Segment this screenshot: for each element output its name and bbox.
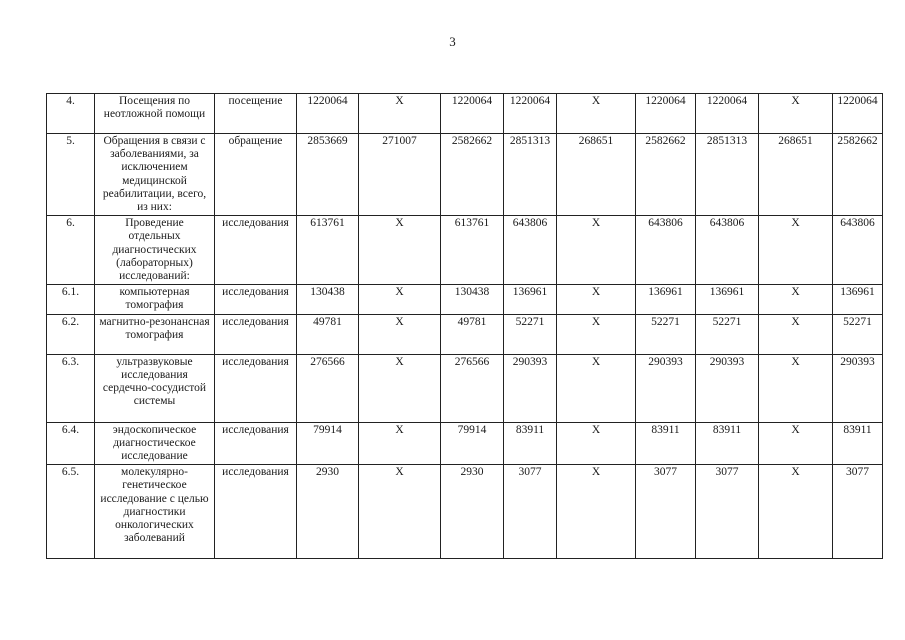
value-cell: Х [759, 314, 833, 354]
value-cell: Х [557, 94, 636, 134]
value-cell: Х [759, 422, 833, 465]
table-row [47, 94, 883, 134]
value-cell: 2851313 [504, 134, 557, 216]
row-name: молекулярно-генетическое исследование с целью диагностики онкологических заболеваний [95, 465, 215, 559]
row-number: 6.2. [47, 314, 95, 354]
value-cell: 1220064 [636, 94, 696, 134]
value-cell: 136961 [504, 285, 557, 314]
page-number: 3 [449, 34, 456, 49]
value-cell: 3077 [833, 465, 883, 559]
value-cell: Х [759, 285, 833, 314]
value-cell: 268651 [557, 134, 636, 216]
row-unit: исследования [215, 285, 297, 314]
row-name: ультразвуковые исследования сердечно-сосудистой системы [95, 354, 215, 422]
table-row [47, 465, 883, 559]
value-cell: 1220064 [504, 94, 557, 134]
value-cell: 613761 [297, 216, 359, 285]
value-cell: Х [359, 216, 441, 285]
value-cell: Х [359, 94, 441, 134]
value-cell: 613761 [441, 216, 504, 285]
value-cell: 136961 [636, 285, 696, 314]
value-cell: 1220064 [441, 94, 504, 134]
row-name: компьютерная томография [95, 285, 215, 314]
value-cell: 3077 [636, 465, 696, 559]
value-cell: 2853669 [297, 134, 359, 216]
value-cell: 643806 [504, 216, 557, 285]
table-row [47, 422, 883, 465]
value-cell: 79914 [441, 422, 504, 465]
row-number: 4. [47, 94, 95, 134]
value-cell: 49781 [297, 314, 359, 354]
row-number: 6. [47, 216, 95, 285]
value-cell: 52271 [696, 314, 759, 354]
value-cell: 290393 [696, 354, 759, 422]
table-row [47, 216, 883, 285]
value-cell: Х [557, 314, 636, 354]
value-cell: Х [557, 354, 636, 422]
value-cell: 276566 [297, 354, 359, 422]
row-unit: обращение [215, 134, 297, 216]
value-cell: 136961 [696, 285, 759, 314]
row-number: 6.3. [47, 354, 95, 422]
value-cell: 1220064 [833, 94, 883, 134]
value-cell: 2851313 [696, 134, 759, 216]
value-cell: Х [557, 285, 636, 314]
row-unit: посещение [215, 94, 297, 134]
value-cell: 79914 [297, 422, 359, 465]
value-cell: 136961 [833, 285, 883, 314]
value-cell: 1220064 [696, 94, 759, 134]
value-cell: 643806 [636, 216, 696, 285]
value-cell: Х [359, 465, 441, 559]
value-cell: Х [557, 465, 636, 559]
row-name: Посещения по неотложной помощи [95, 94, 215, 134]
value-cell: 643806 [833, 216, 883, 285]
value-cell: Х [557, 216, 636, 285]
row-name: Проведение отдельных диагностических (лабораторных) исследований: [95, 216, 215, 285]
value-cell: 83911 [636, 422, 696, 465]
value-cell: 268651 [759, 134, 833, 216]
row-name: Обращения в связи с заболеваниями, за исключением медицинской реабилитации, всего, из них: [95, 134, 215, 216]
row-unit: исследования [215, 465, 297, 559]
row-number: 5. [47, 134, 95, 216]
value-cell: 2930 [297, 465, 359, 559]
value-cell: Х [359, 314, 441, 354]
value-cell: Х [759, 94, 833, 134]
value-cell: 130438 [297, 285, 359, 314]
value-cell: Х [557, 422, 636, 465]
table-row [47, 134, 883, 216]
row-name: магнитно-резонансная томография [95, 314, 215, 354]
value-cell: 130438 [441, 285, 504, 314]
value-cell: 271007 [359, 134, 441, 216]
table-row [47, 354, 883, 422]
row-unit: исследования [215, 422, 297, 465]
row-number: 6.5. [47, 465, 95, 559]
value-cell: 3077 [696, 465, 759, 559]
value-cell: 83911 [696, 422, 759, 465]
row-number: 6.4. [47, 422, 95, 465]
value-cell: Х [759, 465, 833, 559]
table-row [47, 285, 883, 314]
row-unit: исследования [215, 354, 297, 422]
value-cell: 83911 [833, 422, 883, 465]
table-row [47, 314, 883, 354]
row-name: эндоскопическое диагностическое исследование [95, 422, 215, 465]
data-table [46, 93, 883, 559]
value-cell: 2582662 [636, 134, 696, 216]
value-cell: 3077 [504, 465, 557, 559]
value-cell: 290393 [833, 354, 883, 422]
value-cell: 290393 [504, 354, 557, 422]
value-cell: 643806 [696, 216, 759, 285]
row-number: 6.1. [47, 285, 95, 314]
row-unit: исследования [215, 216, 297, 285]
value-cell: Х [359, 422, 441, 465]
value-cell: Х [759, 354, 833, 422]
value-cell: 52271 [504, 314, 557, 354]
value-cell: 49781 [441, 314, 504, 354]
value-cell: Х [359, 354, 441, 422]
value-cell: 2930 [441, 465, 504, 559]
value-cell: Х [759, 216, 833, 285]
value-cell: Х [359, 285, 441, 314]
value-cell: 52271 [833, 314, 883, 354]
value-cell: 83911 [504, 422, 557, 465]
row-unit: исследования [215, 314, 297, 354]
value-cell: 1220064 [297, 94, 359, 134]
value-cell: 2582662 [441, 134, 504, 216]
value-cell: 290393 [636, 354, 696, 422]
value-cell: 2582662 [833, 134, 883, 216]
value-cell: 52271 [636, 314, 696, 354]
value-cell: 276566 [441, 354, 504, 422]
